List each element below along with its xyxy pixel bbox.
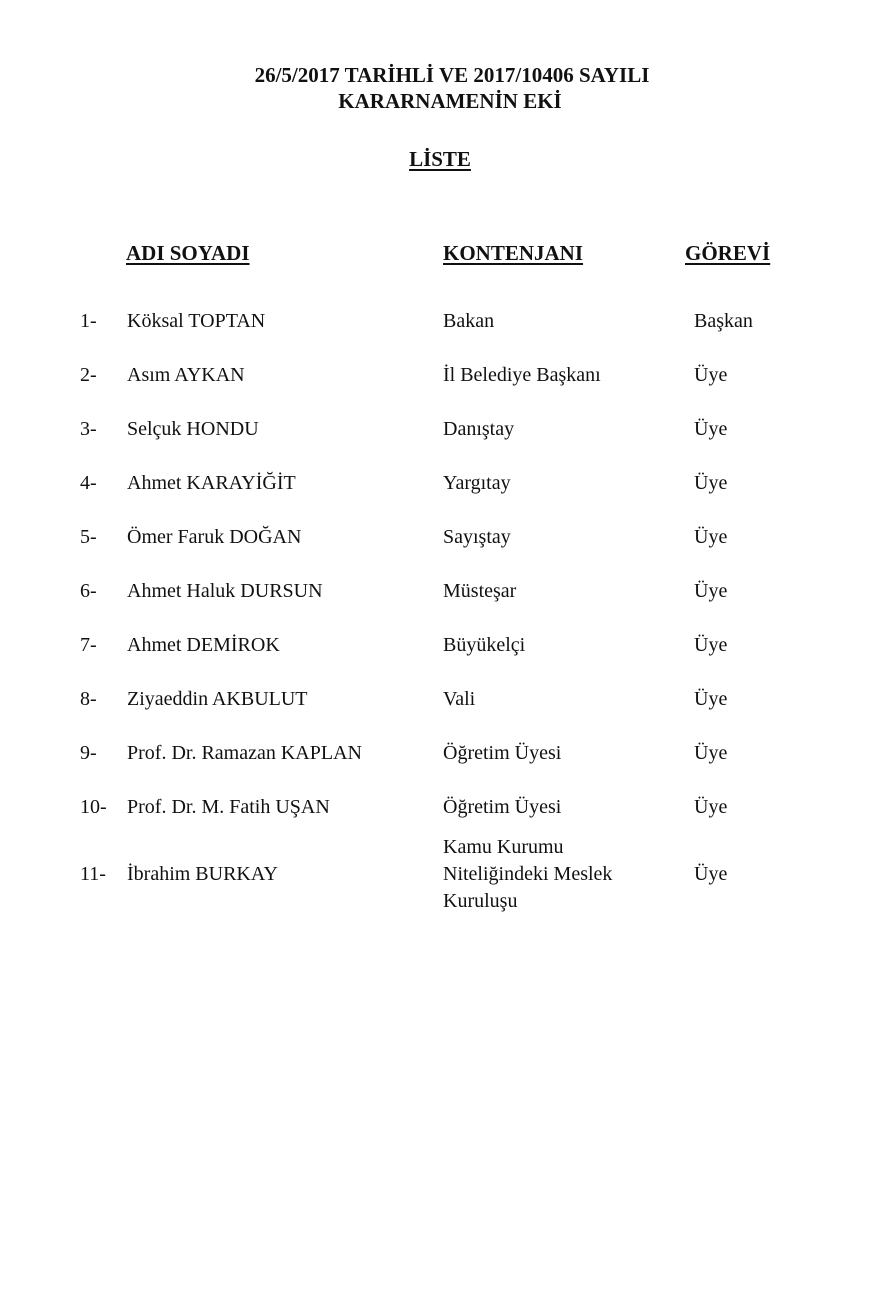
row-name: Ahmet KARAYİĞİT [127,472,296,494]
row-role: Üye [694,688,728,710]
row-role: Üye [694,418,728,440]
table-row [0,362,880,388]
row-quota: Büyükelçi [443,634,526,656]
row-name: Prof. Dr. M. Fatih UŞAN [127,796,330,818]
row-number: 6- [80,580,97,602]
row-quota: İl Belediye Başkanı [443,364,601,386]
row-name: Ahmet Haluk DURSUN [127,580,323,602]
row-name: Asım AYKAN [127,364,245,386]
row-number: 10- [80,796,107,818]
list-heading-text: LİSTE [409,147,471,171]
table-row [0,416,880,442]
row-number: 1- [80,310,97,332]
document-title-line2: KARARNAMENİN EKİ [338,89,562,113]
row-number: 2- [80,364,97,386]
row-quota: Bakan [443,310,495,332]
row-role: Üye [694,580,728,602]
column-header-quota: KONTENJANI [443,241,584,265]
table-row [0,524,880,550]
table-row [0,578,880,604]
table-row [0,308,880,334]
column-header-role: GÖREVİ [685,241,771,265]
row-role: Başkan [694,310,753,332]
table-row [0,686,880,712]
row-role: Üye [694,796,728,818]
row-quota: Yargıtay [443,472,511,494]
row-name: Ömer Faruk DOĞAN [127,526,302,548]
row-quota: Öğretim Üyesi [443,742,562,764]
table-row [0,794,880,820]
row-name: Ziyaeddin AKBULUT [127,688,308,710]
row-role: Üye [694,472,728,494]
row-name: Prof. Dr. Ramazan KAPLAN [127,742,362,764]
row-number: 8- [80,688,97,710]
row-quota: Öğretim Üyesi [443,796,562,818]
row-name: Köksal TOPTAN [127,310,266,332]
row-number: 11- [80,863,106,885]
list-heading [0,146,880,172]
table-row [0,470,880,496]
row-role: Üye [694,742,728,764]
row-role: Üye [694,634,728,656]
row-name: Ahmet DEMİROK [127,634,280,656]
row-role: Üye [694,364,728,386]
row-quota: Danıştay [443,418,515,440]
table-row [0,632,880,658]
row-role: Üye [694,526,728,548]
document-title-line1: 26/5/2017 TARİHLİ VE 2017/10406 SAYILI [254,63,650,87]
table-row [0,740,880,766]
row-quota: Müsteşar [443,580,517,602]
row-quota: Kamu Kurumu Niteliğindeki Meslek Kuruluşu [443,836,613,912]
row-name: İbrahim BURKAY [127,863,278,885]
row-number: 7- [80,634,97,656]
row-number: 3- [80,418,97,440]
row-quota: Vali [443,688,476,710]
row-quota: Sayıştay [443,526,511,548]
row-number: 5- [80,526,97,548]
row-name: Selçuk HONDU [127,418,259,440]
row-role: Üye [694,863,728,885]
row-number: 9- [80,742,97,764]
row-number: 4- [80,472,97,494]
table-row [0,834,880,914]
column-header-name: ADI SOYADI [126,241,250,265]
